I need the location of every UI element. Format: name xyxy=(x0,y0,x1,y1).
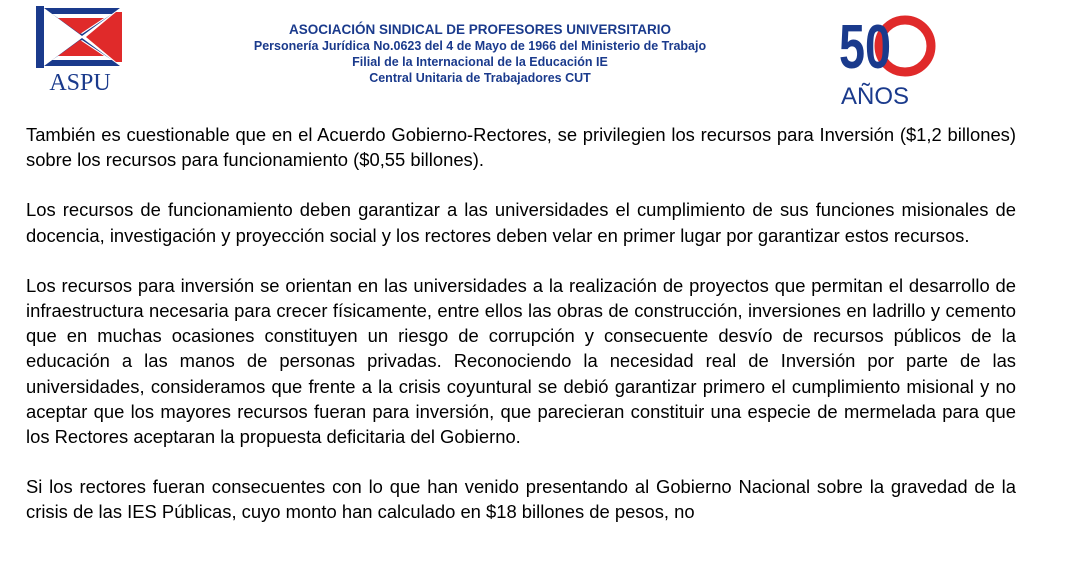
legal-status-line: Personería Jurídica No.0623 del 4 de Mayo de 1966 del Ministerio de Trabajo xyxy=(253,39,707,53)
aspu-logo-text: ASPU xyxy=(49,70,111,96)
aspu-logo-icon xyxy=(30,4,130,96)
union-line: Central Unitaria de Trabajadores CUT xyxy=(369,71,591,85)
letterhead-header xyxy=(0,0,1068,110)
paragraph-1: También es cuestionable que en el Acuerdo Gobierno-Rectores, se privilegien los recursos para Inversión ($1,2 billones) sobre los recursos para funcionamiento ($0,55 billones). xyxy=(26,124,1016,171)
organization-name: ASOCIACIÓN SINDICAL DE PROFESORES UNIVERSITARIO xyxy=(288,22,672,37)
letterhead-text xyxy=(180,22,780,86)
affiliation-line: Filial de la Internacional de la Educación IE xyxy=(352,55,608,69)
anniversary-word: AÑOS xyxy=(841,83,910,108)
paragraph-2: Los recursos de funcionamiento deben garantizar a las universidades el cumplimiento de sus funciones misionales de docencia, investigación y proyección social y los rectores deben velar en primer lugar por garantizar estos recursos. xyxy=(26,199,1016,246)
document-body xyxy=(26,122,1016,550)
anniversary-number: 50 xyxy=(839,13,891,82)
paragraph-4: Si los rectores fueran consecuentes con lo que han venido presentando al Gobierno Nacional sobre la gravedad de la crisis de las IES Públicas, cuyo monto han calculado en $18 billones de pesos, no xyxy=(26,476,1016,523)
fifty-years-logo-icon xyxy=(835,4,945,108)
paragraph-3: Los recursos para inversión se orientan en las universidades a la realización de proyectos que permitan el desarrollo de infraestructura necesaria para crecer físicamente, entre ellos las obras de construcción, inversiones en ladrillo y cemento que en muchas ocasiones constituyen un riesgo de corrupción y consecuente desvío de recursos públicos de la educación a las manos de personas privadas. Reconociendo la necesidad real de Inversión por parte de las universidades, consideramos que frente a la crisis coyuntural se debió garantizar primero el cumplimiento misional y no aceptar que los mayores recursos fueran para inversión, que parecieran constituir una especie de mermelada para que los Rectores aceptaran la propuesta deficitaria del Gobierno. xyxy=(26,274,1016,448)
